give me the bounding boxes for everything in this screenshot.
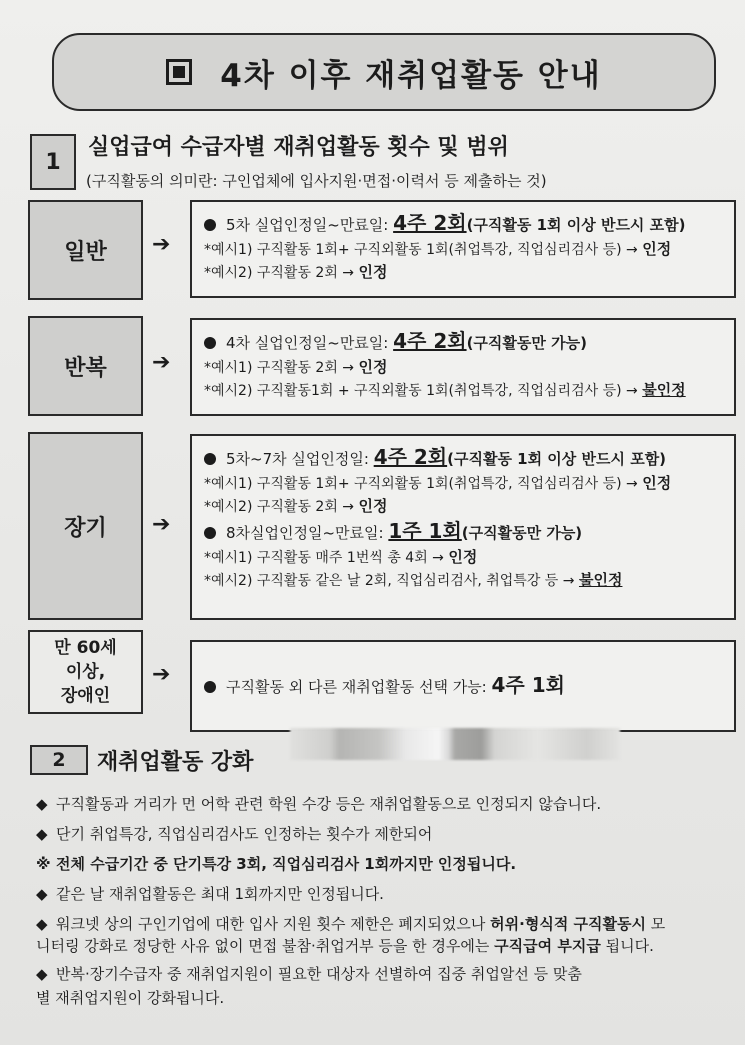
bullet-dot-icon [204, 527, 216, 539]
list-item: ※ 전체 수급기간 중 단기특강 3회, 직업심리검사 1회까지만 인정됩니다. [36, 855, 517, 873]
rule-line: 8차실업인정일~만료일: 1주 1회(구직활동만 가능) [204, 518, 724, 546]
rule-line: 4차 실업인정일~만료일: 4주 2회(구직활동만 가능) [204, 328, 724, 356]
example-line: *예시1) 구직활동 1회+ 구직외활동 1회(취업특강, 직업심리검사 등) → 인정 [204, 240, 672, 258]
category-repeat: 반복 [28, 316, 143, 416]
bullet-dot-icon [204, 337, 216, 349]
example-line: *예시2) 구직활동 2회 → 인정 [204, 263, 388, 281]
rule-box-senior [190, 640, 736, 732]
section-1-title: 실업급여 수급자별 재취업활동 횟수 및 범위 [88, 135, 509, 160]
example-line: *예시1) 구직활동 2회 → 인정 [204, 358, 388, 376]
example-line: *예시2) 구직활동 같은 날 2회, 직업심리검사, 취업특강 등 → 불인정 [204, 571, 623, 589]
rule-box-general [190, 200, 736, 298]
rule-line: 구직활동 외 다른 재취업활동 선택 가능: 4주 1회 [204, 672, 724, 700]
square-bullet-icon [166, 59, 192, 85]
example-line: *예시1) 구직활동 매주 1번씩 총 4회 → 인정 [204, 548, 478, 566]
rule-box-repeat [190, 318, 736, 416]
arrow-right-icon: ➔ [152, 662, 171, 687]
example-line: *예시2) 구직활동 2회 → 인정 [204, 497, 388, 515]
arrow-right-icon: ➔ [152, 232, 171, 257]
redacted-area [290, 728, 620, 760]
section-2-number: 2 [30, 745, 88, 775]
example-line: *예시2) 구직활동1회 + 구직외활동 1회(취업특강, 직업심리검사 등) → 불인정 [204, 381, 686, 399]
bullet-dot-icon [204, 681, 216, 693]
arrow-right-icon: ➔ [152, 350, 171, 375]
section-1-number: 1 [30, 134, 76, 190]
section-2-title: 재취업활동 강화 [97, 750, 254, 775]
category-senior: 만 60세 이상, 장애인 [28, 630, 143, 714]
list-item: ◆ 단기 취업특강, 직업심리검사도 인정하는 횟수가 제한되어 [36, 825, 433, 843]
rule-box-long [190, 434, 736, 620]
list-item: ◆ 워크넷 상의 구인기업에 대한 입사 지원 횟수 제한은 폐지되었으나 허위·형식적 구직활동시 모 [36, 915, 666, 933]
rule-line: 5차 실업인정일~만료일: 4주 2회(구직활동 1회 이상 반드시 포함) [204, 210, 724, 238]
category-general: 일반 [28, 200, 143, 300]
list-item: ◆ 구직활동과 거리가 먼 어학 관련 학원 수강 등은 재취업활동으로 인정되지 않습니다. [36, 795, 602, 813]
arrow-right-icon: ➔ [152, 512, 171, 537]
list-item: ◆ 같은 날 재취업활동은 최대 1회까지만 인정됩니다. [36, 885, 384, 903]
bullet-dot-icon [204, 453, 216, 465]
rule-line: 5차~7차 실업인정일: 4주 2회(구직활동 1회 이상 반드시 포함) [204, 444, 724, 472]
title-banner [52, 33, 716, 111]
list-item-continued: 별 재취업지원이 강화됩니다. [36, 989, 225, 1007]
category-long: 장기 [28, 432, 143, 620]
page-title: 4차 이후 재취업활동 안내 [220, 57, 602, 94]
bullet-dot-icon [204, 219, 216, 231]
list-item: ◆ 반복·장기수급자 중 재취업지원이 필요한 대상자 선별하여 집중 취업알선 등 맞춤 [36, 965, 582, 983]
example-line: *예시1) 구직활동 1회+ 구직외활동 1회(취업특강, 직업심리검사 등) → 인정 [204, 474, 672, 492]
section-1-note: (구직활동의 의미란: 구인업체에 입사지원·면접·이력서 등 제출하는 것) [86, 172, 547, 190]
list-item-continued: 니터링 강화로 정당한 사유 없이 면접 불참·취업거부 등을 한 경우에는 구직급여 부지급 됩니다. [36, 937, 654, 955]
